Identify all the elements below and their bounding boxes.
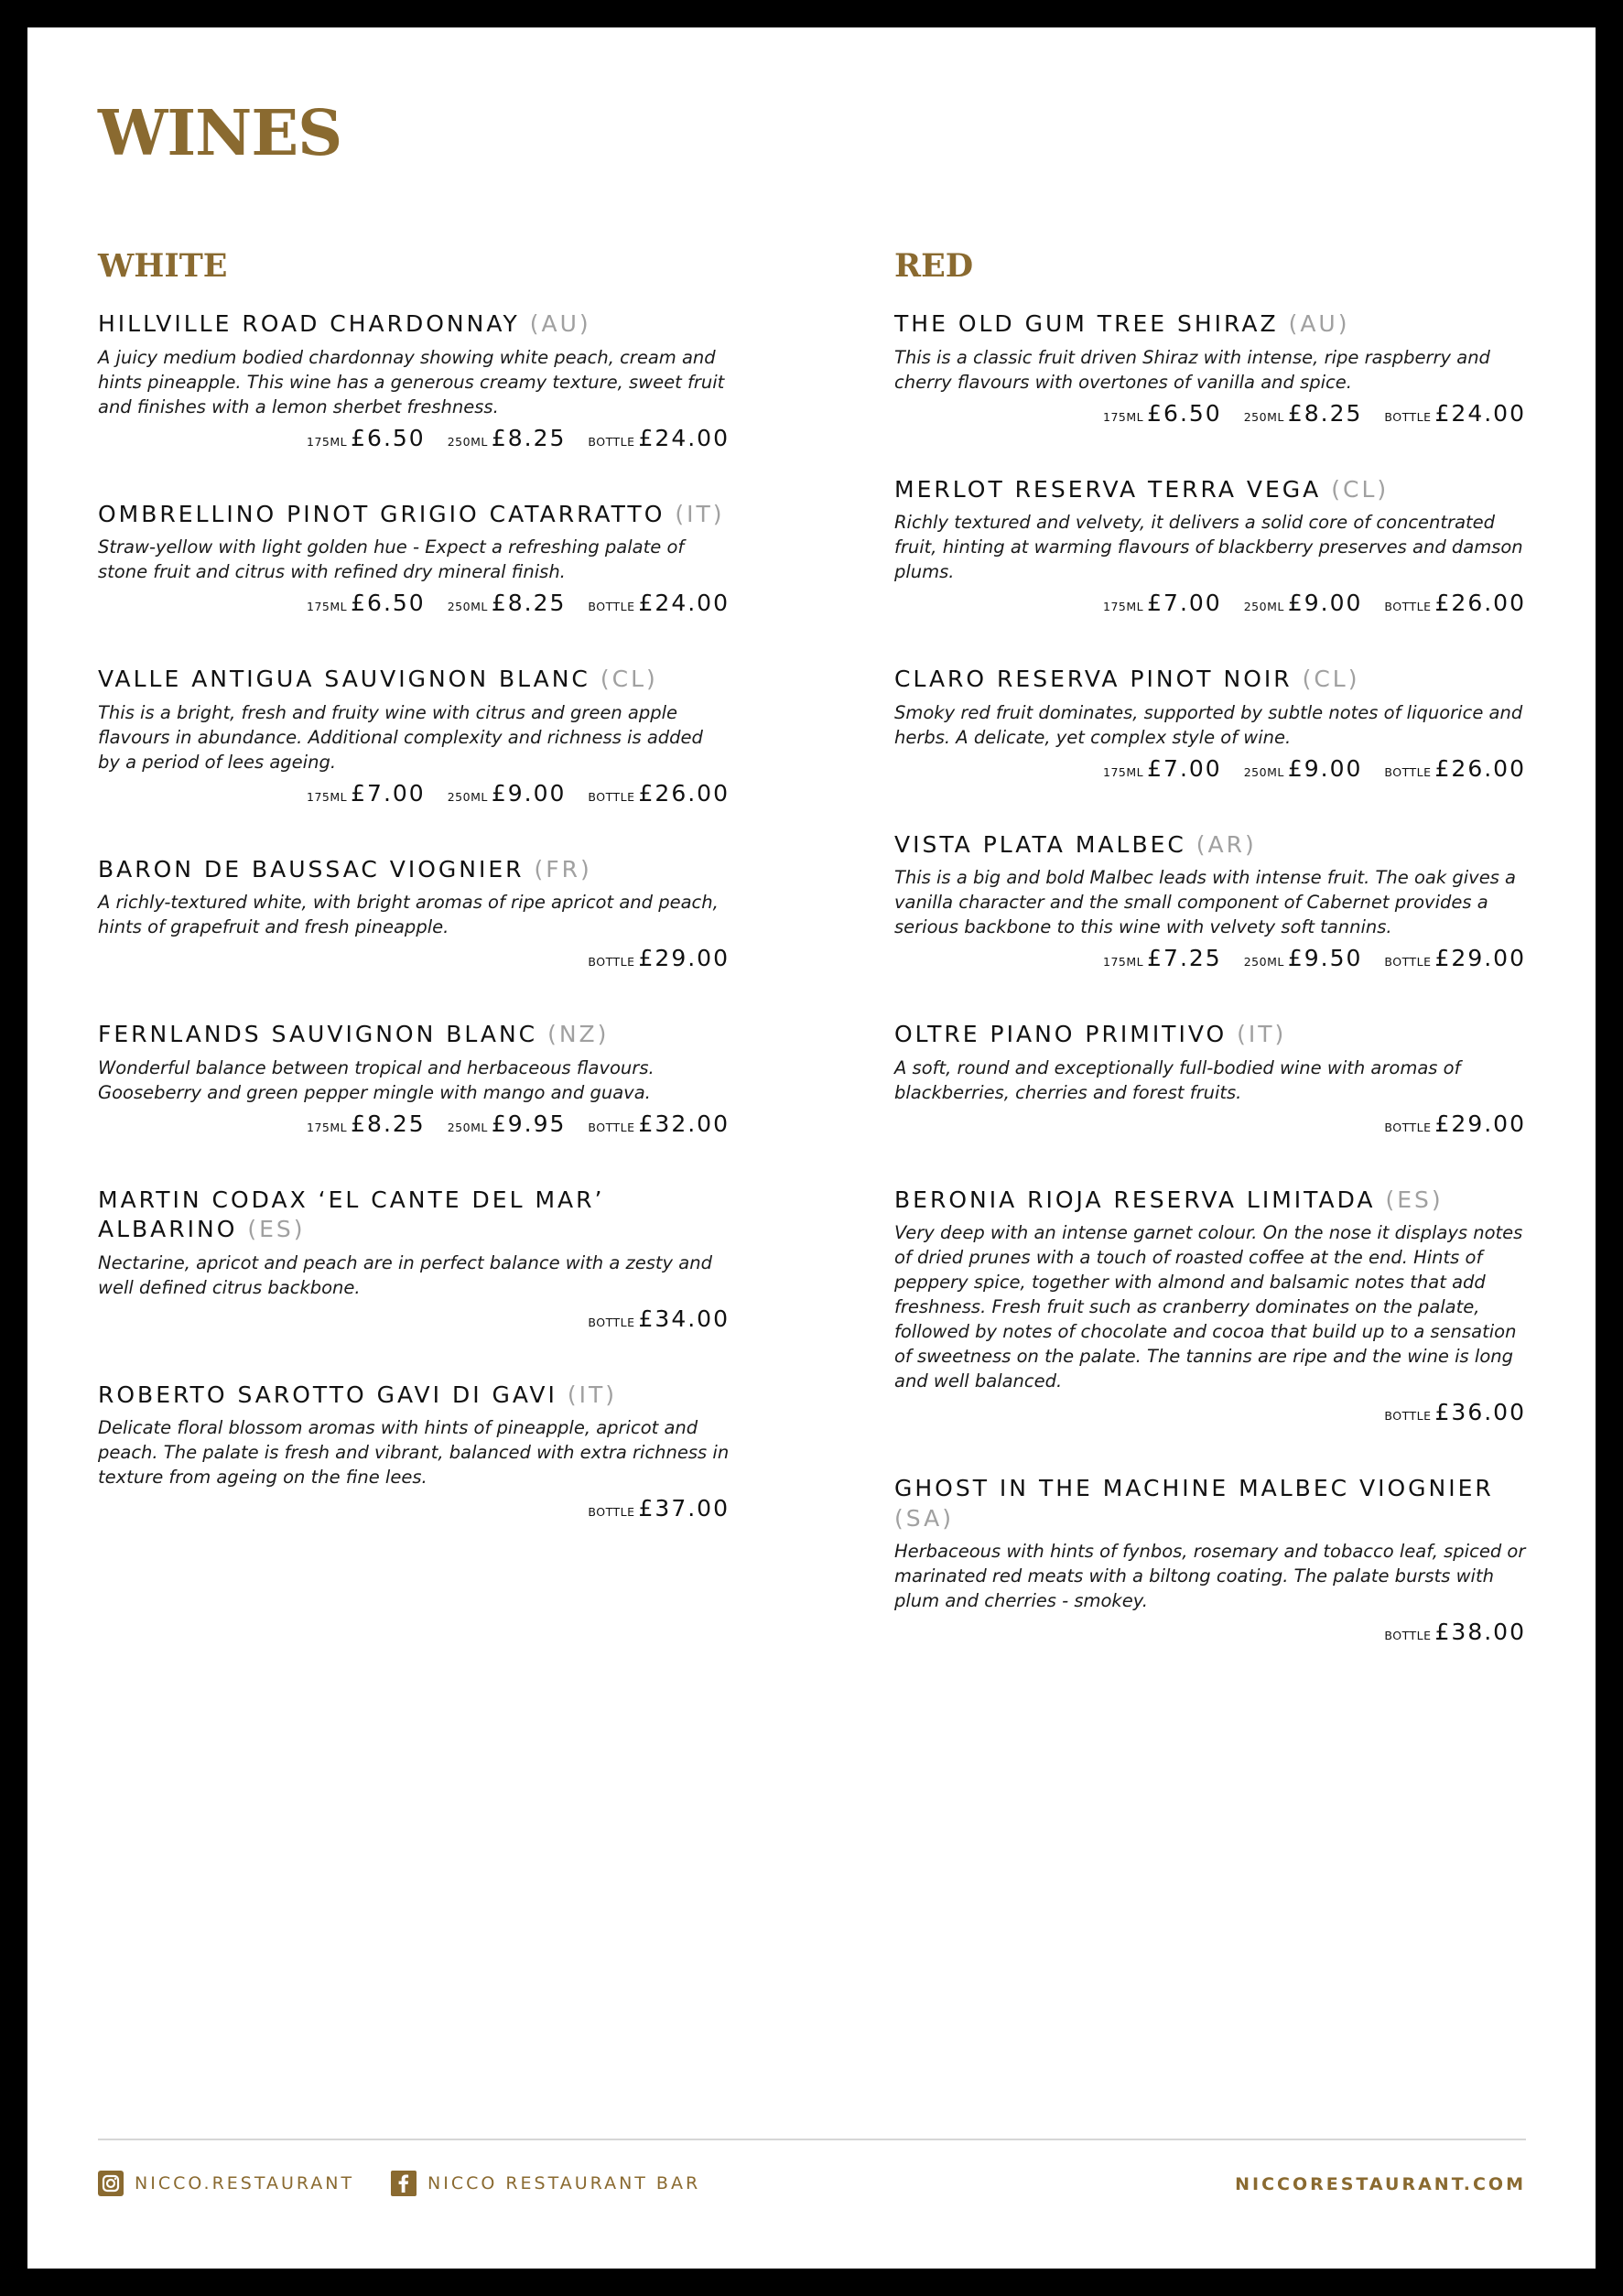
facebook-page-name: NICCO RESTAURANT BAR — [427, 2173, 701, 2193]
wine-description: This is a classic fruit driven Shiraz with intense, ripe raspberry and cherry flavours with overtones of vanilla and spice. — [894, 346, 1490, 393]
wine-description: Nectarine, apricot and peach are in perfect balance with a zesty and well defined citrus backbone. — [98, 1251, 712, 1298]
wine-item — [894, 1186, 1526, 1427]
price-size: 250ML — [447, 600, 488, 613]
price-item — [1103, 945, 1222, 972]
price-value: £9.00 — [1287, 754, 1363, 782]
price-size: BOTTLE — [1384, 955, 1432, 969]
wine-description: A richly-textured white, with bright aromas of ripe apricot and peach, hints of grapefruit and fresh pineapple. — [98, 892, 719, 937]
price-size: 250ML — [1243, 955, 1284, 969]
price-item — [1244, 755, 1363, 783]
price-value: £26.00 — [1434, 590, 1526, 616]
price-item — [588, 1495, 730, 1522]
price-item — [588, 1110, 730, 1138]
wine-item — [894, 665, 1526, 783]
price-item — [307, 590, 426, 617]
price-size: 175ML — [307, 789, 348, 804]
price-value: £7.00 — [351, 779, 426, 807]
wine-title — [894, 475, 1526, 505]
price-value: £8.25 — [491, 590, 567, 616]
price-item — [1103, 590, 1222, 617]
instagram-handle: NICCO.RESTAURANT — [135, 2173, 355, 2193]
price-value: £37.00 — [638, 1495, 730, 1522]
price-value: £32.00 — [638, 1110, 730, 1137]
wine-prices — [98, 1110, 730, 1138]
price-value: £9.00 — [491, 779, 567, 807]
price-value: £7.00 — [1147, 754, 1222, 782]
price-value: £8.25 — [1287, 399, 1363, 427]
price-size: 175ML — [1103, 955, 1144, 969]
red-section-heading: RED — [894, 247, 974, 285]
price-size: BOTTLE — [588, 1315, 635, 1329]
wine-name: GHOST IN THE MACHINE MALBEC VIOGNIER — [894, 1475, 1494, 1501]
wine-country: (NZ) — [547, 1021, 610, 1047]
wine-country: (IT) — [675, 500, 725, 527]
wine-name: VALLE ANTIGUA SAUVIGNON BLANC — [98, 666, 590, 692]
price-value: £24.00 — [1434, 399, 1526, 427]
wine-item — [894, 309, 1526, 428]
wine-name: THE OLD GUM TREE SHIRAZ — [894, 310, 1279, 337]
price-item — [1244, 400, 1363, 428]
price-item — [588, 945, 730, 972]
price-size: BOTTLE — [1384, 1409, 1432, 1423]
wine-title — [98, 855, 730, 885]
price-size: 250ML — [1243, 600, 1284, 613]
facebook-link[interactable] — [391, 2171, 700, 2196]
white-wine-list — [98, 309, 730, 1522]
price-size: 175ML — [307, 1120, 348, 1134]
wine-item — [98, 665, 730, 807]
footer-divider — [98, 2139, 1526, 2140]
wine-description: Herbaceous with hints of fynbos, rosemary and tobacco leaf, spiced or marinated red meats with a biltong coating. The palate bursts with plum and cherries - smokey. — [894, 1541, 1526, 1611]
price-size: BOTTLE — [588, 789, 635, 804]
price-value: £9.00 — [1287, 590, 1363, 616]
wine-prices — [98, 1495, 730, 1522]
instagram-link[interactable] — [98, 2171, 354, 2196]
wine-name: CLARO RESERVA PINOT NOIR — [894, 666, 1293, 692]
wine-name: MERLOT RESERVA TERRA VEGA — [894, 475, 1322, 503]
wine-name: HILLVILLE ROAD CHARDONNAY — [98, 310, 520, 337]
price-item — [1384, 755, 1526, 783]
wine-country: (IT) — [1237, 1021, 1287, 1047]
wine-name: BERONIA RIOJA RESERVA LIMITADA — [894, 1186, 1376, 1213]
price-size: 175ML — [1103, 409, 1144, 424]
wine-name: OMBRELLINO PINOT GRIGIO CATARRATTO — [98, 500, 665, 527]
wine-item — [894, 830, 1526, 973]
wine-title — [98, 309, 730, 340]
price-size: BOTTLE — [1384, 409, 1432, 424]
price-value: £38.00 — [1434, 1619, 1526, 1645]
wine-country: (CL) — [600, 666, 658, 692]
wine-item — [98, 1381, 730, 1523]
wine-title — [98, 665, 730, 695]
wine-prices — [98, 425, 730, 452]
price-size: BOTTLE — [1384, 600, 1432, 613]
wine-description: Very deep with an intense garnet colour. On the nose it displays notes of dried prunes with a touch of roasted coffee at the end. Hints of peppery spice, together with almond and balsamic notes that add freshness. Fresh fruit such as cranberry dominates on the palate, followed by notes of chocolate and cocoa that build up to a sensation of sweetness on the palate. The tannins are ripe and the wine is long and well balanced. — [894, 1222, 1523, 1392]
price-value: £9.50 — [1287, 945, 1363, 971]
price-size: BOTTLE — [588, 600, 635, 613]
red-wine-list — [894, 309, 1526, 1646]
wine-item — [894, 475, 1526, 618]
wine-country: (CL) — [1331, 475, 1390, 503]
wine-country: (AU) — [1288, 310, 1350, 337]
wine-description: This is a bright, fresh and fruity wine with citrus and green apple flavours in abundance. Additional complexity and richness is added by a period of lees ageing. — [98, 701, 703, 773]
wine-country: (CL) — [1302, 666, 1360, 692]
wine-title — [894, 1020, 1526, 1050]
price-size: 250ML — [1243, 764, 1284, 779]
price-value: £36.00 — [1434, 1399, 1526, 1425]
wine-name: ROBERTO SAROTTO GAVI DI GAVI — [98, 1381, 557, 1408]
red-wines-section — [894, 247, 1526, 1694]
wine-name: FERNLANDS SAUVIGNON BLANC — [98, 1021, 538, 1047]
price-value: £6.50 — [351, 424, 426, 451]
wine-title — [894, 1474, 1526, 1533]
price-value: £8.25 — [491, 424, 567, 451]
price-size: 175ML — [307, 434, 348, 449]
wine-country: (ES) — [1385, 1186, 1444, 1213]
price-size: 175ML — [307, 600, 348, 613]
price-value: £29.00 — [1434, 945, 1526, 971]
wine-item — [894, 1020, 1526, 1138]
price-item — [588, 590, 730, 617]
price-item — [1384, 1619, 1526, 1646]
wine-prices — [894, 590, 1526, 617]
price-value: £26.00 — [1434, 754, 1526, 782]
wine-prices — [894, 755, 1526, 783]
wine-prices — [98, 945, 730, 972]
price-size: 175ML — [1103, 764, 1144, 779]
price-item — [448, 1110, 567, 1138]
price-item — [1384, 590, 1526, 617]
price-item — [448, 780, 567, 807]
price-item — [1244, 945, 1363, 972]
price-value: £29.00 — [638, 945, 730, 971]
wine-country: (IT) — [567, 1381, 617, 1408]
wine-description: Straw-yellow with light golden hue - Expect a refreshing palate of stone fruit and citrus with refined dry mineral finish. — [98, 536, 685, 582]
price-size: BOTTLE — [588, 1120, 635, 1134]
price-item — [588, 1305, 730, 1333]
price-item — [448, 590, 567, 617]
wine-description: Wonderful balance between tropical and herbaceous flavours. Gooseberry and green pepper mingle with mango and guava. — [98, 1056, 655, 1103]
wine-description: Smoky red fruit dominates, supported by subtle notes of liquorice and herbs. A delicate, yet complex style of wine. — [894, 701, 1523, 748]
wine-prices — [98, 1305, 730, 1333]
wine-item — [98, 1020, 730, 1138]
price-size: BOTTLE — [1384, 1120, 1432, 1134]
price-item — [1384, 1399, 1526, 1426]
price-size: 250ML — [447, 1120, 488, 1134]
price-size: 250ML — [447, 789, 488, 804]
price-item — [1384, 1110, 1526, 1138]
price-item — [1384, 945, 1526, 972]
price-item — [1244, 590, 1363, 617]
wine-prices — [98, 780, 730, 807]
wine-country: (AR) — [1196, 830, 1257, 858]
price-item — [307, 425, 426, 452]
wine-title — [98, 500, 730, 530]
website-link[interactable]: NICCORESTAURANT.COM — [1235, 2174, 1526, 2194]
price-value: £6.50 — [1147, 399, 1222, 427]
price-item — [588, 425, 730, 452]
wine-item — [98, 500, 730, 618]
menu-page — [27, 27, 1596, 2269]
price-value: £29.00 — [1434, 1110, 1526, 1137]
wine-description: A soft, round and exceptionally full-bodied wine with aromas of blackberries, cherries and forest fruits. — [894, 1056, 1461, 1103]
wine-item — [98, 1186, 730, 1333]
price-value: £6.50 — [351, 590, 426, 616]
wine-name: VISTA PLATA MALBEC — [894, 830, 1186, 858]
price-value: £7.00 — [1147, 590, 1222, 616]
wine-country: (SA) — [894, 1504, 954, 1532]
wine-prices — [98, 590, 730, 617]
price-value: £34.00 — [638, 1305, 730, 1332]
wine-prices — [894, 400, 1526, 428]
price-item — [588, 780, 730, 807]
price-size: BOTTLE — [588, 955, 635, 969]
white-section-heading: WHITE — [98, 247, 228, 285]
wine-description: This is a big and bold Malbec leads with intense fruit. The oak gives a vanilla character and the small component of Cabernet provides a serious backbone to this wine with velvety soft tannins. — [894, 867, 1516, 937]
page-title: WINES — [98, 97, 342, 170]
wine-title — [894, 665, 1526, 695]
wine-prices — [894, 1399, 1526, 1426]
wine-item — [98, 309, 730, 452]
wine-title — [894, 1186, 1526, 1216]
wine-title — [894, 830, 1526, 861]
price-item — [1384, 400, 1526, 428]
white-wines-section — [98, 247, 730, 1570]
price-size: 250ML — [1243, 409, 1284, 424]
wine-prices — [894, 1619, 1526, 1646]
wine-name: OLTRE PIANO PRIMITIVO — [894, 1021, 1228, 1047]
wine-prices — [894, 1110, 1526, 1138]
price-item — [1103, 755, 1222, 783]
price-value: £24.00 — [638, 590, 730, 616]
instagram-icon — [98, 2171, 124, 2196]
price-value: £8.25 — [351, 1110, 426, 1137]
wine-description: Delicate floral blossom aromas with hints of pineapple, apricot and peach. The palate is fresh and vibrant, balanced with extra richness in texture from ageing on the fine lees. — [98, 1417, 730, 1488]
wine-name: MARTIN CODAX ‘EL CANTE DEL MAR’ ALBARINO — [98, 1186, 605, 1242]
price-size: 250ML — [447, 434, 488, 449]
wine-description: A juicy medium bodied chardonnay showing white peach, cream and hints pineapple. This wine has a generous creamy texture, sweet fruit and finishes with a lemon sherbet freshness. — [98, 346, 725, 417]
price-item — [307, 1110, 426, 1138]
facebook-icon — [391, 2171, 417, 2196]
price-size: BOTTLE — [1384, 1629, 1432, 1642]
price-item — [307, 780, 426, 807]
wine-title — [98, 1381, 730, 1411]
wine-item — [894, 1474, 1526, 1646]
wine-item — [98, 855, 730, 973]
wine-title — [98, 1186, 730, 1245]
price-value: £24.00 — [638, 424, 730, 451]
price-size: BOTTLE — [1384, 764, 1432, 779]
wine-title — [98, 1020, 730, 1050]
wine-country: (AU) — [529, 310, 591, 337]
footer — [98, 2171, 1526, 2202]
wine-title — [894, 309, 1526, 340]
price-value: £9.95 — [491, 1110, 567, 1137]
wine-prices — [894, 945, 1526, 972]
wine-country: (ES) — [247, 1216, 306, 1242]
wine-description: Richly textured and velvety, it delivers a solid core of concentrated fruit, hinting at warming flavours of blackberry preserves and damson plums. — [894, 512, 1523, 582]
price-size: BOTTLE — [588, 434, 635, 449]
price-item — [448, 425, 567, 452]
price-item — [1103, 400, 1222, 428]
wine-country: (FR) — [534, 855, 592, 883]
price-size: BOTTLE — [588, 1505, 635, 1519]
price-value: £26.00 — [638, 779, 730, 807]
price-value: £7.25 — [1147, 945, 1222, 971]
price-size: 175ML — [1103, 600, 1144, 613]
wine-name: BARON DE BAUSSAC VIOGNIER — [98, 855, 525, 883]
